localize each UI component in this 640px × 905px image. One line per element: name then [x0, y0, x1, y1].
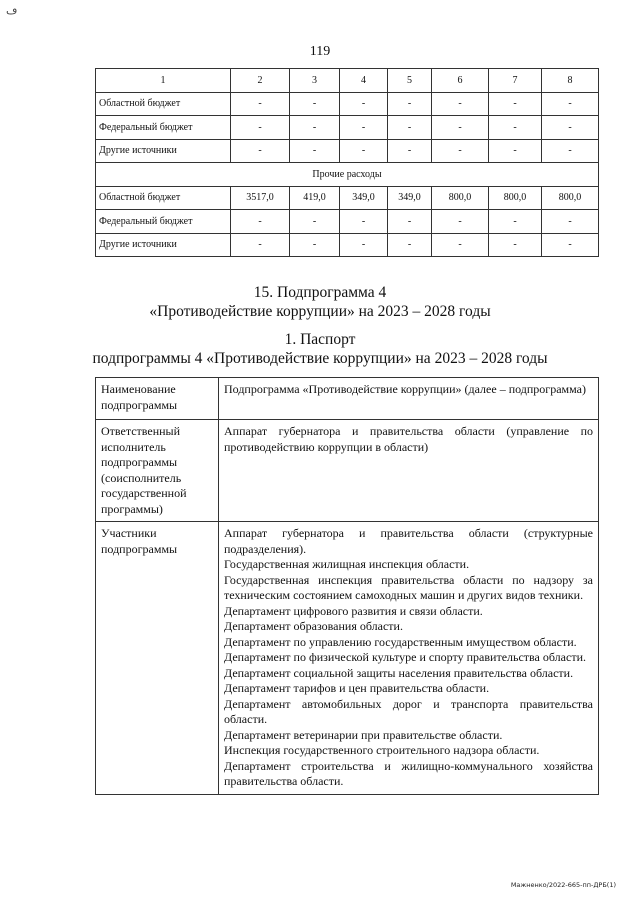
table-cell: - — [542, 116, 599, 140]
table-cell: - — [231, 116, 290, 140]
table-row — [96, 92, 599, 116]
table-cell: 349,0 — [340, 186, 388, 210]
table-cell: - — [542, 210, 599, 234]
column-header: 7 — [489, 69, 542, 93]
column-header: 2 — [231, 69, 290, 93]
table-cell: 800,0 — [542, 186, 599, 210]
table-cell: - — [231, 92, 290, 116]
passport-value-line: Департамент строительства и жилищно-коммунального хозяйства правительства области. — [224, 758, 593, 788]
table-cell: - — [489, 233, 542, 257]
table-row — [96, 116, 599, 140]
passport-value-line: Департамент ветеринарии при правительстве области. — [224, 727, 503, 742]
table-cell: - — [290, 233, 340, 257]
table-cell: - — [432, 92, 489, 116]
table-cell: - — [290, 116, 340, 140]
column-header: 3 — [290, 69, 340, 93]
subprogram-heading-line1: 15. Подпрограмма 4 — [253, 284, 387, 301]
table-cell: - — [432, 139, 489, 163]
section-title: Прочие расходы — [96, 163, 599, 187]
passport-value-line: Аппарат губернатора и правительства области (структурные подразделения). — [224, 526, 593, 556]
table-cell: - — [542, 139, 599, 163]
table-cell: - — [340, 116, 388, 140]
passport-row — [96, 420, 599, 522]
table-row — [96, 210, 599, 234]
table-cell: - — [489, 210, 542, 234]
table-cell: 419,0 — [290, 186, 340, 210]
column-header: 1 — [96, 69, 231, 93]
passport-value-line: Департамент социальной защиты населения правительства области. — [224, 665, 574, 680]
passport-heading — [0, 330, 640, 368]
table-cell: - — [231, 233, 290, 257]
passport-value-line: Аппарат губернатора и правительства области (управление по противодействию коррупции в области) — [224, 424, 593, 454]
passport-heading-line1: 1. Паспорт — [284, 331, 356, 348]
table-cell: - — [290, 210, 340, 234]
table-cell: - — [290, 92, 340, 116]
table-cell: - — [388, 92, 432, 116]
row-label: Федеральный бюджет — [96, 116, 231, 140]
page-number: 119 — [309, 44, 331, 59]
passport-value-line: Государственная жилищная инспекция области. — [224, 557, 470, 571]
table-cell: - — [542, 92, 599, 116]
passport-table — [95, 377, 599, 795]
table-cell: - — [290, 139, 340, 163]
table-cell: - — [489, 116, 542, 140]
corner-mark: ڡ — [6, 4, 18, 17]
budget-table — [95, 68, 599, 257]
table-cell: - — [340, 139, 388, 163]
passport-value-line: Департамент по управлению государственным имуществом области. — [224, 634, 577, 649]
table-header-row — [96, 69, 599, 93]
passport-value-line: Департамент тарифов и цен правительства области. — [224, 681, 490, 695]
table-cell: - — [388, 210, 432, 234]
subprogram-heading — [0, 283, 640, 321]
section-row — [96, 163, 599, 187]
passport-value-line: Департамент цифрового развития и связи области. — [224, 603, 483, 618]
table-cell: - — [340, 92, 388, 116]
row-label: Областной бюджет — [96, 186, 231, 210]
table-cell: - — [432, 116, 489, 140]
passport-value-line: Подпрограмма «Противодействие коррупции» (далее – подпрограмма) — [224, 382, 586, 396]
table-cell: 349,0 — [388, 186, 432, 210]
table-cell: - — [388, 139, 432, 163]
table-cell: - — [388, 233, 432, 257]
row-label: Областной бюджет — [96, 92, 231, 116]
passport-value-line: Департамент образования области. — [224, 619, 403, 633]
table-cell: - — [231, 210, 290, 234]
row-label: Другие источники — [96, 233, 231, 257]
column-header: 6 — [432, 69, 489, 93]
table-cell: 800,0 — [432, 186, 489, 210]
table-cell: - — [388, 116, 432, 140]
passport-value-line: Департамент автомобильных дорог и транспорта правительства области. — [224, 696, 593, 726]
subprogram-heading-line2: «Противодействие коррупции» на 2023 – 2028 годы — [149, 303, 491, 320]
table-row — [96, 139, 599, 163]
column-header: 4 — [340, 69, 388, 93]
table-cell: - — [542, 233, 599, 257]
table-cell: 800,0 — [489, 186, 542, 210]
passport-value-line: Инспекция государственного строительного надзора области. — [224, 743, 540, 757]
passport-heading-line2: подпрограммы 4 «Противодействие коррупции» на 2023 – 2028 годы — [92, 350, 548, 367]
passport-row — [96, 378, 599, 420]
passport-label: Ответственный исполнитель подпрограммы (соисполнитель государственной программы) — [96, 420, 219, 522]
passport-label: Участники подпрограммы — [96, 522, 219, 795]
table-cell: - — [432, 233, 489, 257]
table-cell: - — [489, 92, 542, 116]
table-cell: - — [340, 233, 388, 257]
passport-label: Наименование подпрограммы — [96, 378, 219, 420]
table-cell: - — [432, 210, 489, 234]
passport-value-line: Государственная инспекция правительства области по надзору за техническим состоянием самоходных машин и других видов техники. — [224, 572, 593, 602]
table-row — [96, 186, 599, 210]
row-label: Другие источники — [96, 139, 231, 163]
table-cell: - — [340, 210, 388, 234]
table-cell: - — [231, 139, 290, 163]
passport-value-line: Департамент по физической культуре и спорту правительства области. — [224, 650, 586, 664]
column-header: 8 — [542, 69, 599, 93]
passport-row — [96, 522, 599, 795]
table-cell: - — [489, 139, 542, 163]
passport-value — [219, 420, 599, 522]
table-cell: 3517,0 — [231, 186, 290, 210]
document-reference: Мaжненко/2022-665-пп-ДРБ(1) — [510, 881, 616, 889]
row-label: Федеральный бюджет — [96, 210, 231, 234]
column-header: 5 — [388, 69, 432, 93]
passport-value — [219, 378, 599, 420]
table-row — [96, 233, 599, 257]
passport-value — [219, 522, 599, 795]
